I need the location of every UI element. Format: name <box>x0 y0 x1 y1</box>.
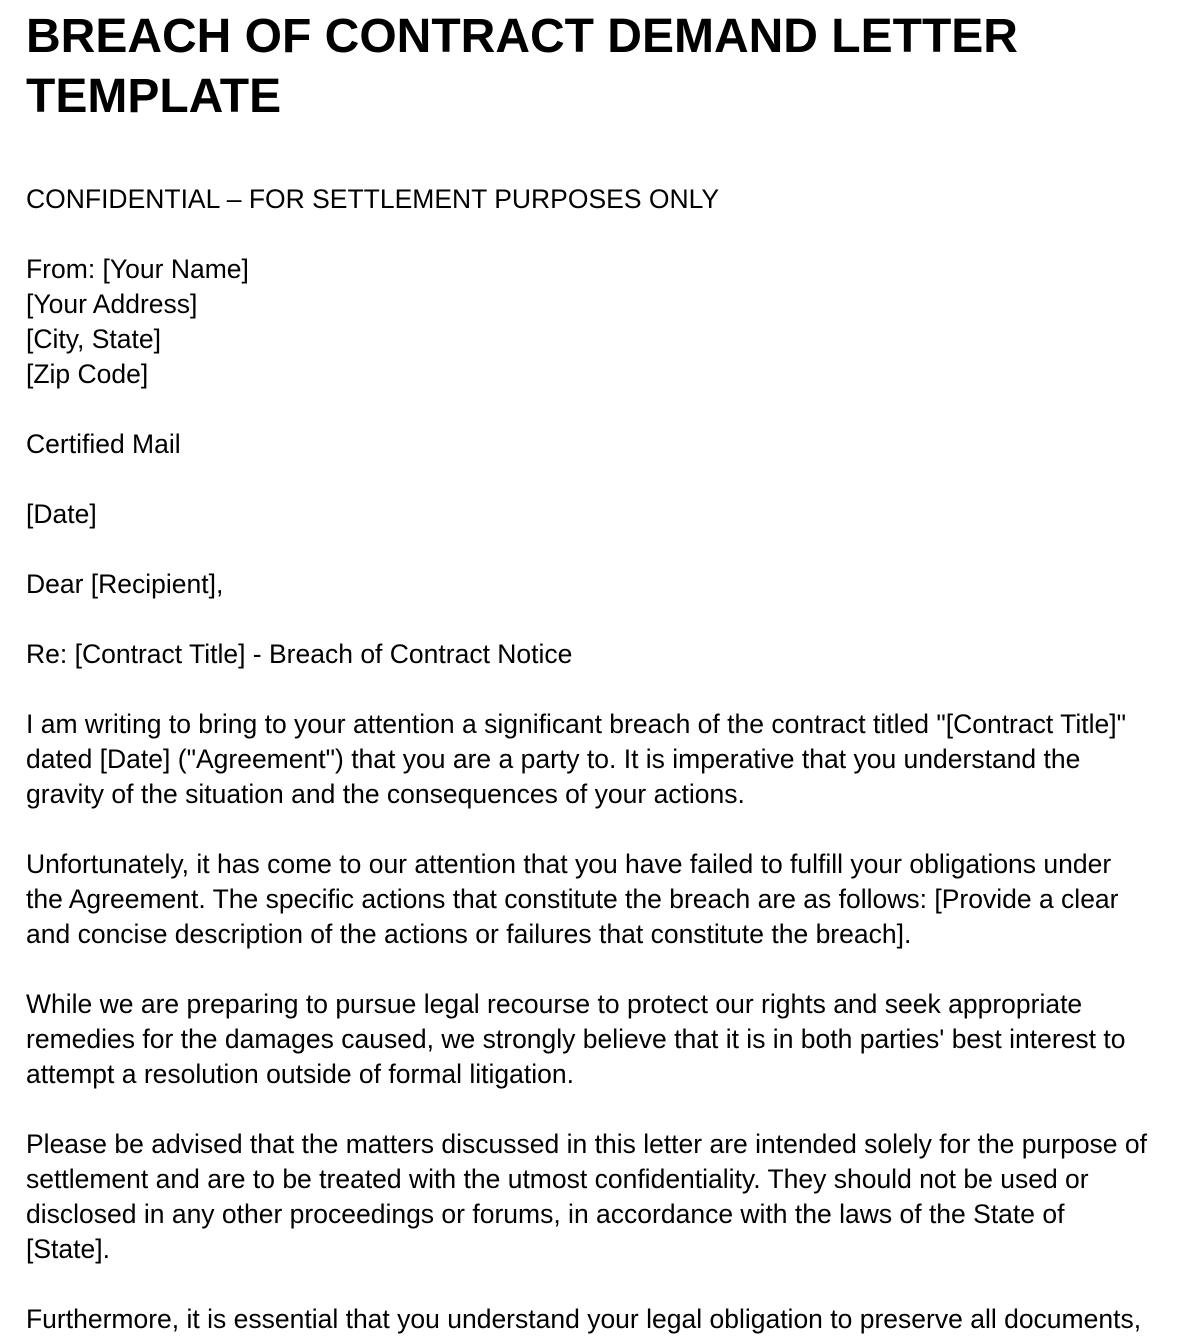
sender-name-line: From: [Your Name] <box>26 254 249 284</box>
body-paragraph-preservation-truncated: Furthermore, it is essential that you understand your legal obligation to preserve all documents, <box>26 1304 1142 1334</box>
body-paragraph-confidentiality: Please be advised that the matters discussed in this letter are intended solely for the purpose of settlement and are to be treated with the utmost confidentiality. They should not be used or disclosed in any other proceedings or forums, in accordance with the laws of the State of [State]. <box>26 1129 1148 1264</box>
body-paragraph-breach-intro: I am writing to bring to your attention a significant breach of the contract titled "[Contract Title]" dated [Date] ("Agreement") that you are a party to. It is imperative that you understand the gravity of the situation and the consequences of your actions. <box>26 709 1126 809</box>
confidentiality-notice: CONFIDENTIAL – FOR SETTLEMENT PURPOSES ONLY <box>26 184 720 214</box>
delivery-method-line: Certified Mail <box>26 429 181 459</box>
body-paragraph-breach-description: Unfortunately, it has come to our attention that you have failed to fulfill your obligations under the Agreement. The specific actions that constitute the breach are as follows: [Provide a clear and concise description of the actions or failures that constitute the breach]. <box>26 849 1119 949</box>
sender-zip-line: [Zip Code] <box>26 359 149 389</box>
sender-address-block <box>26 252 1150 392</box>
body-paragraph-legal-recourse: While we are preparing to pursue legal recourse to protect our rights and seek appropriate remedies for the damages caused, we strongly believe that it is in both parties' best interest to attempt a resolution outside of formal litigation. <box>26 989 1126 1089</box>
date-line: [Date] <box>26 499 97 529</box>
sender-address-line: [Your Address] <box>26 289 198 319</box>
letter-content <box>26 7 1150 1336</box>
sender-city-state-line: [City, State] <box>26 324 161 354</box>
document-title: BREACH OF CONTRACT DEMAND LETTER TEMPLATE <box>26 10 1018 123</box>
subject-line: Re: [Contract Title] - Breach of Contract Notice <box>26 639 573 669</box>
salutation-line: Dear [Recipient], <box>26 569 224 599</box>
